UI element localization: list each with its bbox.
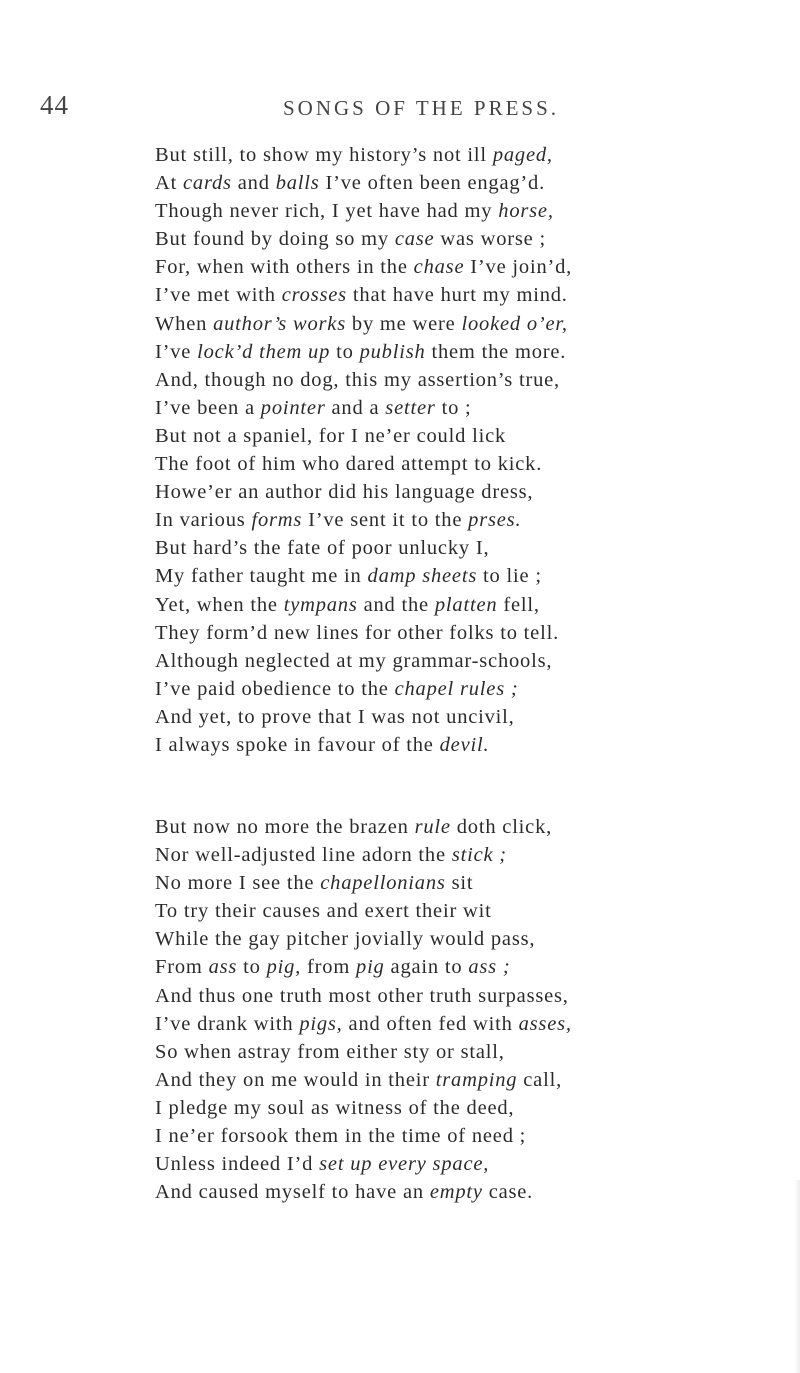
line-text: Unless indeed I’d: [155, 1153, 320, 1176]
line-text: to: [237, 956, 267, 979]
poem-line: [155, 813, 572, 841]
italic-text: looked o’er,: [461, 312, 568, 335]
line-text: case.: [482, 1181, 534, 1204]
poem-line: [155, 619, 572, 647]
italic-text: publish: [359, 340, 426, 363]
line-text: that have hurt my mind.: [346, 284, 568, 307]
line-text: and a: [325, 396, 386, 419]
poem-line: [155, 1010, 572, 1038]
poem-line: [155, 647, 572, 675]
poem-line: [155, 310, 572, 338]
line-text: I’ve sent it to the: [302, 509, 469, 532]
line-text: fell,: [497, 593, 540, 616]
line-text: For, when with others in the: [155, 256, 414, 279]
italic-text: pointer: [260, 396, 326, 419]
italic-text: chapel rules ;: [394, 677, 519, 700]
italic-text: balls: [275, 172, 320, 195]
poem-line: [155, 253, 572, 281]
poem-line: [155, 897, 572, 925]
line-text: Yet, when the: [155, 593, 284, 616]
poem-line: [155, 869, 572, 897]
italic-text: paged,: [492, 144, 553, 166]
italic-text: horse,: [498, 200, 554, 223]
italic-text: tympans: [283, 593, 358, 616]
poem-line: [155, 478, 572, 506]
italic-text: pig,: [266, 956, 302, 979]
line-text: I ne’er forsook them in the time of need ;: [155, 1125, 527, 1148]
italic-text: tramping: [435, 1068, 518, 1091]
line-text: Nor well-adjusted line adorn the: [155, 844, 452, 867]
line-text: I’ve: [155, 340, 198, 363]
line-text: While the gay pitcher jovially would pass,: [155, 928, 536, 951]
poem-line: [155, 1122, 572, 1150]
line-text: I’ve drank with: [155, 1012, 300, 1035]
line-text: was worse ;: [434, 228, 546, 251]
line-text: I’ve met with: [155, 284, 282, 307]
poem-line: [155, 1094, 572, 1122]
italic-text: forms: [251, 509, 303, 532]
stanza-2: [155, 813, 572, 1206]
italic-text: chapellonians: [320, 872, 446, 895]
line-text: My father taught me in: [155, 565, 368, 588]
line-text: from: [301, 956, 357, 979]
line-text: and: [231, 172, 276, 195]
line-text: At: [155, 172, 184, 195]
italic-text: stick ;: [451, 844, 507, 867]
italic-text: cards: [183, 172, 232, 195]
poem-line: [155, 675, 572, 703]
stanza-1: [155, 141, 572, 759]
italic-text: lock’d them up: [197, 340, 331, 363]
italic-text: ass: [208, 956, 238, 979]
line-text: But found by doing so my: [155, 228, 395, 251]
line-text: by me were: [345, 312, 462, 335]
italic-text: crosses: [281, 284, 347, 307]
poem-line: [155, 562, 572, 590]
line-text: When: [155, 312, 214, 335]
poem-line: [155, 506, 572, 534]
poem-line: [155, 225, 572, 253]
line-text: again to: [384, 956, 469, 979]
poem-line: [155, 703, 572, 731]
poem-line: [155, 1150, 572, 1178]
line-text: I’ve paid obedience to the: [155, 677, 395, 700]
poem-line: [155, 169, 572, 197]
italic-text: prses.: [468, 509, 522, 532]
italic-text: author’s works: [213, 312, 346, 335]
poem-line: [155, 534, 572, 562]
line-text: And, though no dog, this my assertion’s true,: [155, 368, 560, 391]
italic-text: chase: [413, 256, 465, 279]
poem-line: [155, 338, 572, 366]
poem-line: [155, 731, 572, 759]
italic-text: devil.: [439, 733, 490, 756]
line-text: I’ve often been engag’d.: [319, 172, 546, 195]
page-number: 44: [40, 90, 69, 120]
line-text: But hard’s the fate of poor unlucky I,: [155, 537, 490, 560]
line-text: And thus one truth most other truth surpasses,: [155, 984, 569, 1007]
line-text: But still, to show my history’s not ill: [155, 144, 493, 166]
poem-line: [155, 982, 572, 1010]
italic-text: pig: [356, 956, 385, 979]
line-text: I pledge my soul as witness of the deed,: [155, 1096, 515, 1119]
poem-line: [155, 197, 572, 225]
italic-text: platten: [434, 593, 498, 616]
poem-line: [155, 1066, 572, 1094]
line-text: them the more.: [425, 340, 567, 363]
poem-line: [155, 953, 572, 981]
poem-line: [155, 422, 572, 450]
italic-text: rule: [414, 816, 451, 838]
line-text: to lie ;: [477, 565, 542, 588]
poem-line: [155, 1038, 572, 1066]
poem-line: [155, 1178, 572, 1206]
italic-text: asses,: [518, 1012, 572, 1035]
line-text: So when astray from either sty or stall,: [155, 1040, 505, 1063]
poem-line: [155, 591, 572, 619]
line-text: The foot of him who dared attempt to kick.: [155, 453, 543, 476]
line-text: But not a spaniel, for I ne’er could lick: [155, 424, 507, 447]
line-text: and often fed with: [342, 1012, 519, 1035]
line-text: sit: [445, 872, 474, 895]
line-text: doth click,: [450, 816, 553, 838]
line-text: Though never rich, I yet have had my: [155, 200, 499, 223]
poem-line: [155, 141, 572, 169]
line-text: to ;: [435, 396, 472, 419]
line-text: I’ve join’d,: [464, 256, 573, 279]
line-text: To try their causes and exert their wit: [155, 900, 492, 923]
italic-text: ass ;: [468, 956, 511, 979]
poem-line: [155, 394, 572, 422]
line-text: And caused myself to have an: [155, 1181, 430, 1204]
line-text: to: [330, 340, 360, 363]
line-text: In various: [155, 509, 252, 532]
line-text: I’ve been a: [155, 396, 261, 419]
line-text: Although neglected at my grammar-schools,: [155, 649, 553, 672]
line-text: But now no more the brazen: [155, 816, 415, 838]
poem-line: [155, 366, 572, 394]
page-edge-shadow: [794, 1180, 800, 1373]
line-text: and the: [357, 593, 435, 616]
italic-text: set up every space,: [319, 1153, 490, 1176]
line-text: They form’d new lines for other folks to tell.: [155, 621, 559, 644]
line-text: No more I see the: [155, 872, 321, 895]
poem-line: [155, 450, 572, 478]
italic-text: case: [394, 228, 435, 251]
italic-text: setter: [385, 396, 436, 419]
italic-text: damp sheets: [367, 565, 478, 588]
line-text: call,: [517, 1068, 562, 1091]
line-text: Howe’er an author did his language dress,: [155, 481, 534, 504]
line-text: I always spoke in favour of the: [155, 733, 440, 756]
poem-line: [155, 281, 572, 309]
line-text: From: [155, 956, 209, 979]
line-text: And yet, to prove that I was not uncivil,: [155, 705, 515, 728]
italic-text: empty: [429, 1181, 483, 1204]
poem-line: [155, 925, 572, 953]
poem-line: [155, 841, 572, 869]
italic-text: pigs,: [299, 1012, 343, 1035]
running-head: SONGS OF THE PRESS.: [283, 96, 560, 120]
line-text: And they on me would in their: [155, 1068, 436, 1091]
